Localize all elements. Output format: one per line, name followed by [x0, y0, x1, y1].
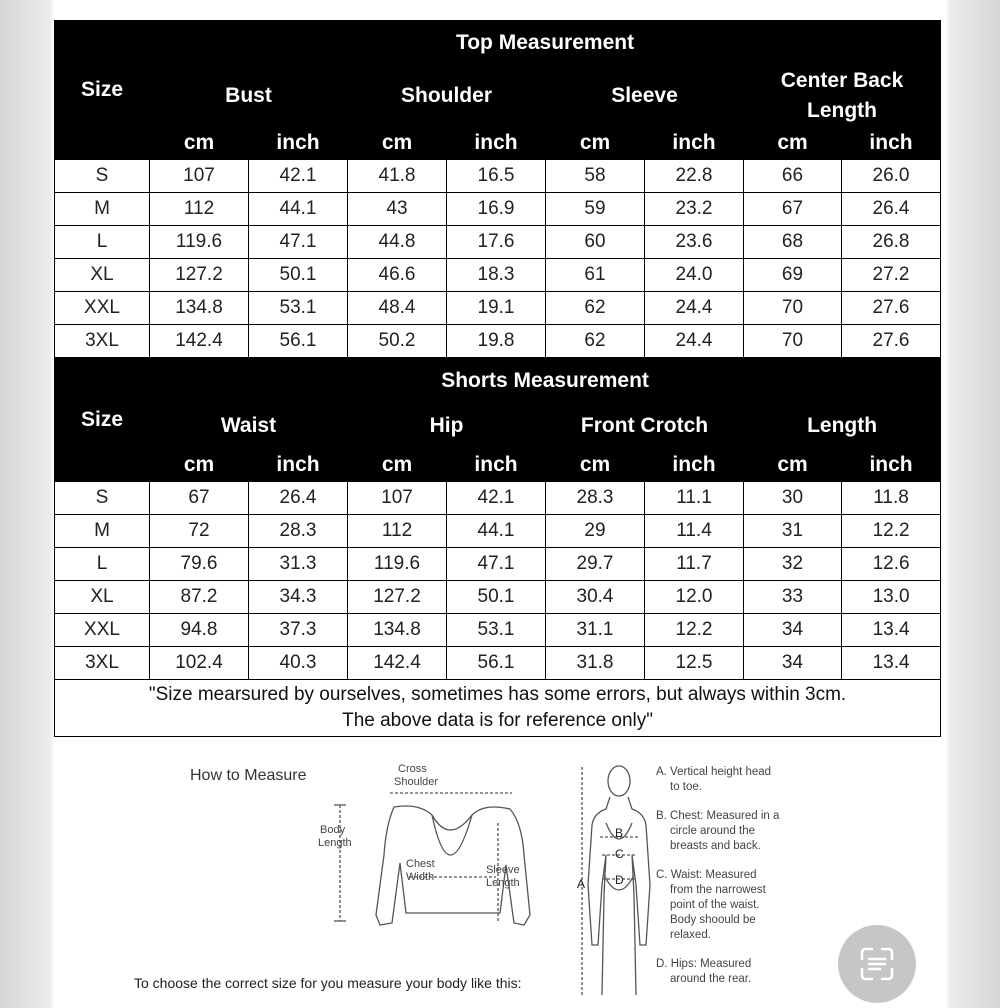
- unit-header: inch: [447, 127, 546, 160]
- unit-header: cm: [744, 127, 842, 160]
- size-cell: S: [55, 160, 150, 193]
- value-cell: 56.1: [249, 325, 348, 358]
- body-measure-notes: [656, 765, 806, 993]
- value-cell: 50.2: [348, 325, 447, 358]
- unit-header: inch: [842, 449, 941, 482]
- table-row: [55, 647, 941, 680]
- measure-diagrams: [54, 745, 940, 1000]
- note-a: A. Vertical height head to toe.: [656, 766, 772, 793]
- value-cell: 134.8: [150, 292, 249, 325]
- group-header: Waist: [150, 404, 348, 449]
- value-cell: 59: [546, 193, 645, 226]
- value-cell: 11.7: [645, 548, 744, 581]
- table-row: [55, 193, 941, 226]
- value-cell: 42.1: [249, 160, 348, 193]
- scan-text-icon: [838, 925, 916, 1003]
- point-b-label: B: [615, 826, 624, 840]
- point-a-label: A: [577, 877, 586, 891]
- value-cell: 41.8: [348, 160, 447, 193]
- group-header: Center Back Length: [744, 65, 941, 127]
- value-cell: 53.1: [447, 614, 546, 647]
- value-cell: 13.4: [842, 647, 941, 680]
- group-header: Length: [744, 404, 941, 449]
- value-cell: 119.6: [348, 548, 447, 581]
- table-row: [55, 160, 941, 193]
- value-cell: 17.6: [447, 226, 546, 259]
- disclaimer-note: [55, 680, 941, 737]
- value-cell: 56.1: [447, 647, 546, 680]
- value-cell: 107: [348, 482, 447, 515]
- unit-header: cm: [546, 127, 645, 160]
- value-cell: 16.5: [447, 160, 546, 193]
- value-cell: 31.8: [546, 647, 645, 680]
- value-cell: 24.4: [645, 292, 744, 325]
- size-cell: XL: [55, 581, 150, 614]
- group-header: Front Crotch: [546, 404, 744, 449]
- value-cell: 26.4: [842, 193, 941, 226]
- value-cell: 27.6: [842, 292, 941, 325]
- value-cell: 50.1: [447, 581, 546, 614]
- value-cell: 44.1: [447, 515, 546, 548]
- value-cell: 94.8: [150, 614, 249, 647]
- value-cell: 22.8: [645, 160, 744, 193]
- value-cell: 31: [744, 515, 842, 548]
- value-cell: 26.8: [842, 226, 941, 259]
- cross-shoulder-label: Cross: [398, 763, 427, 775]
- group-header: Sleeve: [546, 65, 744, 127]
- body-length-label: Body: [320, 824, 346, 836]
- table-row: [55, 515, 941, 548]
- value-cell: 142.4: [150, 325, 249, 358]
- value-cell: 31.3: [249, 548, 348, 581]
- table-row: [55, 259, 941, 292]
- point-d-label: D: [615, 873, 624, 887]
- value-cell: 66: [744, 160, 842, 193]
- table-row: [55, 292, 941, 325]
- note-d: D. Hips: Measured around the rear.: [656, 958, 752, 985]
- choose-size-instruction: To choose the correct size for you measure your body like this:: [134, 975, 522, 991]
- table-row: [55, 581, 941, 614]
- top-table-title: Top Measurement: [150, 21, 941, 65]
- value-cell: 107: [150, 160, 249, 193]
- scan-text-button[interactable]: [838, 925, 916, 1003]
- size-cell: M: [55, 193, 150, 226]
- value-cell: 42.1: [447, 482, 546, 515]
- size-header: Size: [55, 359, 150, 482]
- how-to-measure-title: How to Measure: [190, 767, 307, 784]
- unit-header: inch: [645, 449, 744, 482]
- value-cell: 19.8: [447, 325, 546, 358]
- table-row: [55, 482, 941, 515]
- table-row: [55, 614, 941, 647]
- size-header: Size: [55, 21, 150, 160]
- value-cell: 72: [150, 515, 249, 548]
- value-cell: 50.1: [249, 259, 348, 292]
- value-cell: 27.2: [842, 259, 941, 292]
- sleeve-length-label: Length: [486, 877, 520, 889]
- value-cell: 26.4: [249, 482, 348, 515]
- head-icon: [608, 766, 630, 796]
- table-row: [55, 548, 941, 581]
- cross-shoulder-label: Shoulder: [394, 776, 439, 788]
- value-cell: 112: [150, 193, 249, 226]
- value-cell: 62: [546, 325, 645, 358]
- value-cell: 47.1: [249, 226, 348, 259]
- point-c-label: C: [615, 847, 624, 861]
- unit-header: cm: [150, 127, 249, 160]
- disclaimer-line: "Size mearsured by ourselves, sometimes has some errors, but always within 3cm.: [148, 684, 847, 705]
- size-cell: XL: [55, 259, 150, 292]
- disclaimer-line: The above data is for reference only": [342, 710, 654, 731]
- value-cell: 29: [546, 515, 645, 548]
- note-c: C. Waist: Measured from the narrowest point of the waist. Body shoould be relaxed.: [656, 869, 766, 941]
- value-cell: 134.8: [348, 614, 447, 647]
- size-cell: S: [55, 482, 150, 515]
- unit-header: cm: [348, 449, 447, 482]
- unit-header: inch: [249, 127, 348, 160]
- value-cell: 70: [744, 292, 842, 325]
- value-cell: 67: [744, 193, 842, 226]
- group-header: Hip: [348, 404, 546, 449]
- value-cell: 28.3: [546, 482, 645, 515]
- value-cell: 87.2: [150, 581, 249, 614]
- value-cell: 11.1: [645, 482, 744, 515]
- value-cell: 46.6: [348, 259, 447, 292]
- size-cell: 3XL: [55, 325, 150, 358]
- value-cell: 127.2: [348, 581, 447, 614]
- unit-header: inch: [645, 127, 744, 160]
- value-cell: 44.1: [249, 193, 348, 226]
- value-cell: 142.4: [348, 647, 447, 680]
- size-cell: XXL: [55, 614, 150, 647]
- note-b: B. Chest: Measured in a circle around the breasts and back.: [656, 810, 780, 852]
- value-cell: 70: [744, 325, 842, 358]
- value-cell: 30.4: [546, 581, 645, 614]
- value-cell: 12.5: [645, 647, 744, 680]
- value-cell: 43: [348, 193, 447, 226]
- size-cell: L: [55, 548, 150, 581]
- group-header: Shoulder: [348, 65, 546, 127]
- value-cell: 60: [546, 226, 645, 259]
- table-row: [55, 325, 941, 358]
- shorts-measurement-table: [54, 358, 941, 737]
- value-cell: 47.1: [447, 548, 546, 581]
- size-cell: L: [55, 226, 150, 259]
- value-cell: 40.3: [249, 647, 348, 680]
- unit-row: [55, 127, 941, 160]
- value-cell: 13.4: [842, 614, 941, 647]
- value-cell: 12.2: [842, 515, 941, 548]
- value-cell: 79.6: [150, 548, 249, 581]
- value-cell: 13.0: [842, 581, 941, 614]
- value-cell: 26.0: [842, 160, 941, 193]
- value-cell: 24.0: [645, 259, 744, 292]
- unit-header: cm: [150, 449, 249, 482]
- value-cell: 30: [744, 482, 842, 515]
- value-cell: 62: [546, 292, 645, 325]
- value-cell: 27.6: [842, 325, 941, 358]
- value-cell: 34.3: [249, 581, 348, 614]
- value-cell: 11.4: [645, 515, 744, 548]
- value-cell: 24.4: [645, 325, 744, 358]
- value-cell: 11.8: [842, 482, 941, 515]
- value-cell: 28.3: [249, 515, 348, 548]
- top-measurement-table: [54, 20, 941, 358]
- size-cell: XXL: [55, 292, 150, 325]
- value-cell: 16.9: [447, 193, 546, 226]
- size-cell: 3XL: [55, 647, 150, 680]
- value-cell: 12.6: [842, 548, 941, 581]
- size-chart: [54, 20, 940, 737]
- unit-header: inch: [842, 127, 941, 160]
- unit-header: inch: [249, 449, 348, 482]
- value-cell: 48.4: [348, 292, 447, 325]
- value-cell: 102.4: [150, 647, 249, 680]
- value-cell: 68: [744, 226, 842, 259]
- value-cell: 53.1: [249, 292, 348, 325]
- unit-row: [55, 449, 941, 482]
- value-cell: 37.3: [249, 614, 348, 647]
- unit-header: inch: [447, 449, 546, 482]
- value-cell: 34: [744, 614, 842, 647]
- value-cell: 19.1: [447, 292, 546, 325]
- value-cell: 61: [546, 259, 645, 292]
- value-cell: 18.3: [447, 259, 546, 292]
- shorts-table-title: Shorts Measurement: [150, 359, 941, 404]
- how-to-measure-section: [54, 745, 940, 1000]
- chest-width-label: Chest: [406, 858, 435, 870]
- unit-header: cm: [348, 127, 447, 160]
- value-cell: 32: [744, 548, 842, 581]
- value-cell: 31.1: [546, 614, 645, 647]
- body-length-label: Length: [318, 837, 352, 849]
- sleeve-length-label: Sleeve: [486, 864, 520, 876]
- unit-header: cm: [744, 449, 842, 482]
- value-cell: 12.2: [645, 614, 744, 647]
- value-cell: 127.2: [150, 259, 249, 292]
- value-cell: 58: [546, 160, 645, 193]
- value-cell: 67: [150, 482, 249, 515]
- table-row: [55, 226, 941, 259]
- value-cell: 33: [744, 581, 842, 614]
- value-cell: 112: [348, 515, 447, 548]
- value-cell: 44.8: [348, 226, 447, 259]
- value-cell: 34: [744, 647, 842, 680]
- value-cell: 23.6: [645, 226, 744, 259]
- value-cell: 119.6: [150, 226, 249, 259]
- value-cell: 69: [744, 259, 842, 292]
- value-cell: 12.0: [645, 581, 744, 614]
- chest-width-label: Width: [406, 871, 435, 883]
- unit-header: cm: [546, 449, 645, 482]
- value-cell: 23.2: [645, 193, 744, 226]
- value-cell: 29.7: [546, 548, 645, 581]
- size-cell: M: [55, 515, 150, 548]
- group-header: Bust: [150, 65, 348, 127]
